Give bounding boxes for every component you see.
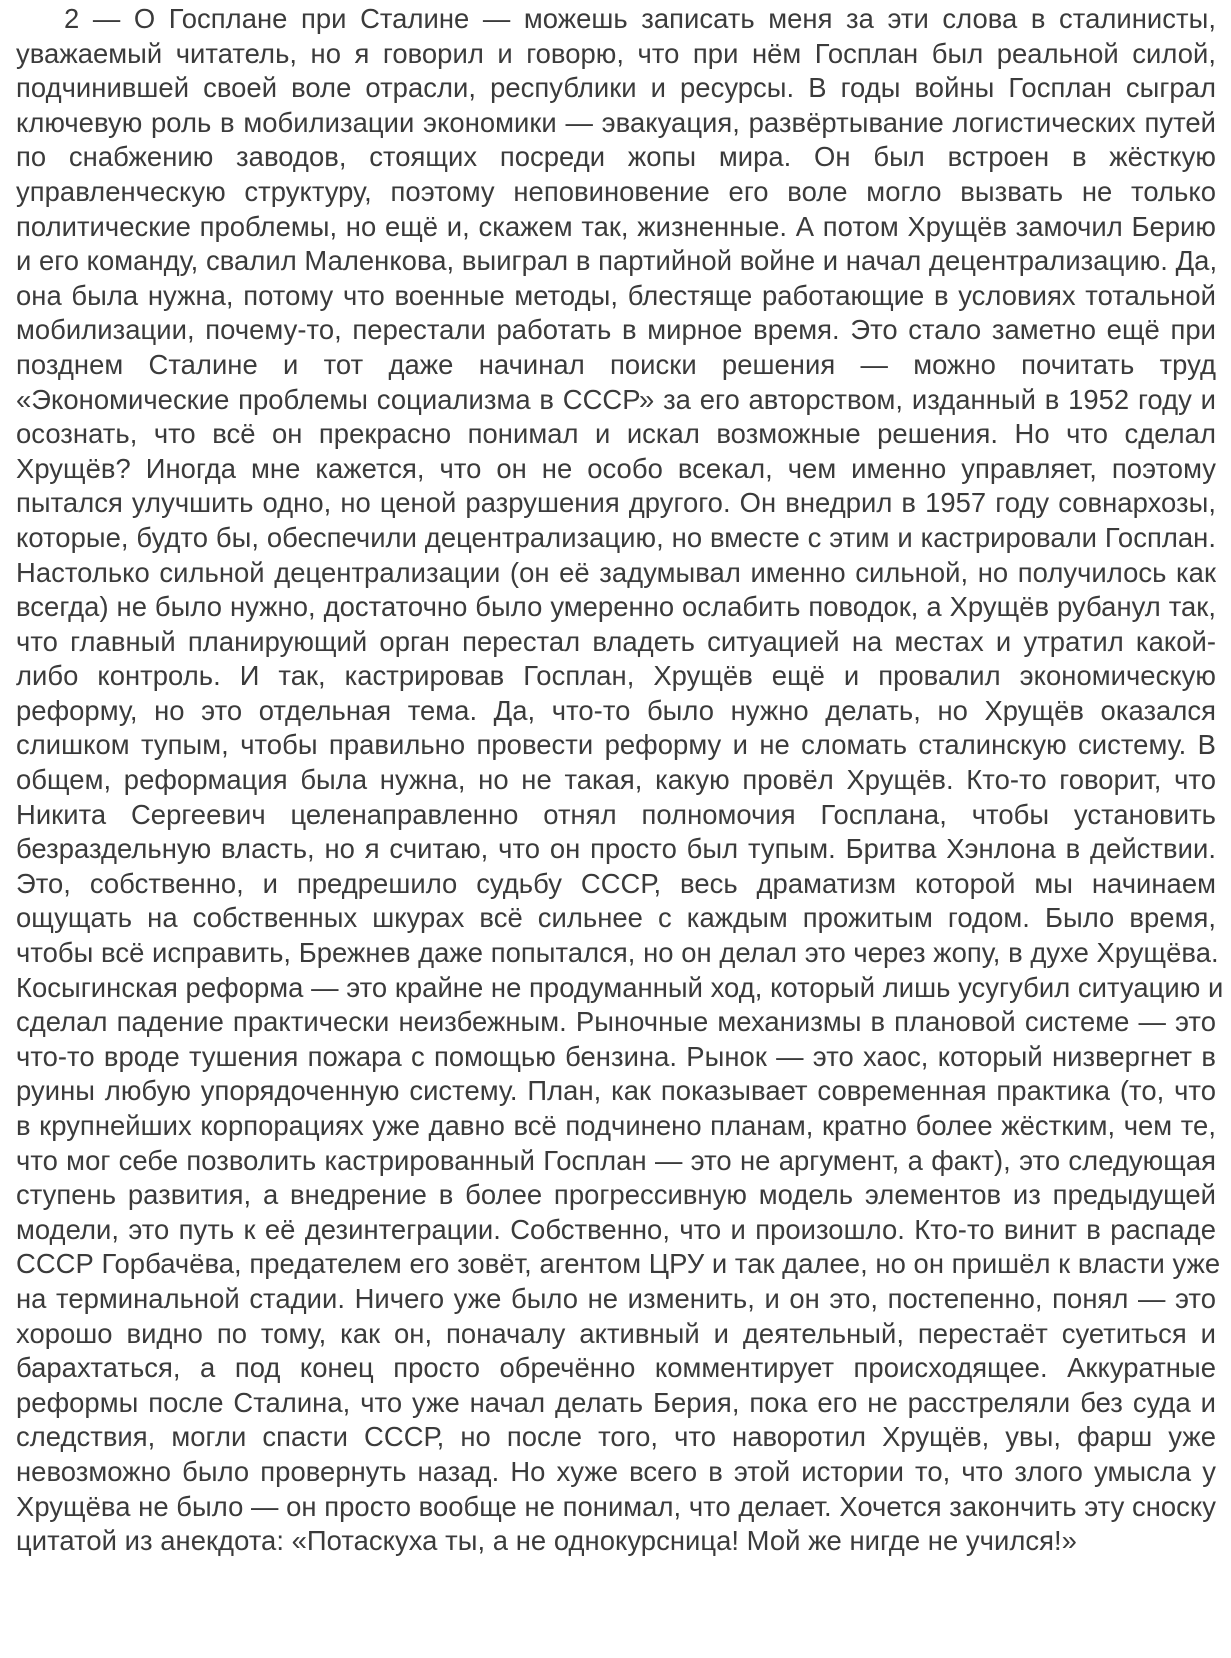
footnote-paragraph: [16, 2, 1224, 1559]
footnote-line: по снабжению заводов, стоящих посреди жопы мира. Он был встроен в жёсткую: [16, 141, 1216, 173]
footnote-line: реформу, но это отдельная тема. Да, что-то было нужно делать, но Хрущёв оказался: [16, 694, 1216, 726]
footnote-line: что мог себе позволить кастрированный Госплан — это не аргумент, а факт), это следующая: [16, 1144, 1216, 1176]
footnote-line: Хрущёв? Иногда мне кажется, что он не особо всекал, чем именно управляет, поэтому: [16, 452, 1216, 484]
footnote-line: всегда) не было нужно, достаточно было умеренно ослабить поводок, а Хрущёв рубанул так,: [16, 591, 1216, 623]
footnote-line: управленческую структуру, поэтому неповиновение его воле могло вызвать не только: [16, 175, 1216, 207]
footnote-line: безраздельную власть, но я считаю, что он просто был тупым. Бритва Хэнлона в действии.: [16, 833, 1216, 865]
footnote-line: СССР Горбачёва, предателем его зовёт, агентом ЦРУ и так далее, но он пришёл к власти уже: [16, 1248, 1221, 1280]
footnote-line: в крупнейших корпорациях уже давно всё подчинено планам, кратно более жёстким, чем те,: [16, 1110, 1216, 1141]
footnote-line: и его команду, свалил Маленкова, выиграл в партийной войне и начал децентрализацию. Да,: [16, 245, 1218, 277]
footnote-line: на терминальной стадии. Ничего уже было не изменить, и он это, постепенно, понял — это: [16, 1282, 1216, 1314]
footnote-line: подчинившей своей воле отрасли, республики и ресурсы. В годы войны Госплан сыграл: [16, 72, 1216, 104]
footnote-line: политические проблемы, но ещё и, скажем так, жизненные. А потом Хрущёв замочил Берию: [16, 210, 1216, 242]
footnote-line: ступень развития, а внедрение в более прогрессивную модель элементов из предыдущей: [16, 1179, 1216, 1211]
footnote-line: которые, будто бы, обеспечили децентрализацию, но вместе с этим и кастрировали Госплан.: [16, 521, 1216, 553]
footnote-line: общем, реформация была нужна, но не такая, какую провёл Хрущёв. Кто-то говорит, что: [16, 764, 1216, 796]
footnote-line: сделал падение практически неизбежным. Рыночные механизмы в плановой системе — это: [16, 1006, 1216, 1038]
footnote-line: пытался улучшить одно, но ценой разрушения другого. Он внедрил в 1957 году совнархозы,: [16, 487, 1216, 519]
footnote-line: следствия, могли спасти СССР, но после того, что наворотил Хрущёв, увы, фарш уже: [16, 1421, 1216, 1453]
footnote-line: Косыгинская реформа — это крайне не продуманный ход, который лишь усугубил ситуацию и: [16, 971, 1224, 1003]
footnote-line: ключевую роль в мобилизации экономики — эвакуация, развёртывание логистических путей: [16, 106, 1216, 138]
footnote-line: либо контроль. И так, кастрировав Госплан, Хрущёв ещё и провалил экономическую: [16, 660, 1216, 692]
footnote-line: осознать, что всё он прекрасно понимал и искал возможные решения. Но что сделал: [16, 418, 1216, 450]
footnote-line: реформы после Сталина, что уже начал делать Берия, пока его не расстреляли без суда и: [16, 1386, 1216, 1418]
footnote-line: уважаемый читатель, но я говорил и говорю, что при нём Госплан был реальной силой,: [16, 37, 1216, 69]
footnote-line: чтобы всё исправить, Брежнев даже попытался, но он делал это через жопу, в духе Хрущёва.: [16, 937, 1219, 969]
footnote-line: цитатой из анекдота: «Потаскуха ты, а не однокурсница! Мой же нигде не учился!»: [16, 1525, 1077, 1557]
footnote-line: 2 — О Госплане при Сталине — можешь записать меня за эти слова в сталинисты,: [64, 3, 1216, 34]
footnote-line: позднем Сталине и тот даже начинал поиски решения — можно почитать труд: [16, 348, 1216, 380]
footnote-line: «Экономические проблемы социализма в СССР» за его авторством, изданный в 1952 году и: [16, 383, 1216, 415]
footnote-line: Это, собственно, и предрешило судьбу СССР, весь драматизм которой мы начинаем: [16, 867, 1216, 899]
footnote-line: руины любую упорядоченную систему. План, как показывает современная практика (то, что: [16, 1075, 1216, 1107]
footnote-line: Никита Сергеевич целенаправленно отнял полномочия Госплана, чтобы установить: [16, 798, 1216, 830]
footnote-line: что-то вроде тушения пожара с помощью бензина. Рынок — это хаос, который низвергнет в: [16, 1040, 1216, 1072]
footnote-line: хорошо видно по тому, как он, поначалу активный и деятельный, перестаёт суетиться и: [16, 1317, 1216, 1349]
footnote-line: слишком тупым, чтобы правильно провести реформу и не сломать сталинскую систему. В: [16, 729, 1216, 761]
footnote-line: ощущать на собственных шкурах всё сильнее с каждым прожитым годом. Было время,: [16, 902, 1216, 934]
footnote-line: она была нужна, потому что военные методы, блестяще работающие в условиях тотальной: [16, 279, 1216, 311]
footnote-line: Хрущёва не было — он просто вообще не понимал, что делает. Хочется закончить эту сноску: [16, 1490, 1217, 1522]
footnote-line: барахтаться, а под конец просто обречённо комментирует происходящее. Аккуратные: [16, 1352, 1216, 1384]
footnote-line: мобилизации, почему-то, перестали работать в мирное время. Это стало заметно ещё при: [16, 314, 1216, 346]
footnote-line: Настолько сильной децентрализации (он её задумывал именно сильной, но получилось как: [16, 556, 1216, 588]
footnote-line: модели, это путь к её дезинтеграции. Собственно, что и произошло. Кто-то винит в распаде: [16, 1213, 1216, 1245]
footnote-line: невозможно было провернуть назад. Но хуже всего в этой истории то, что злого умысла у: [16, 1455, 1216, 1487]
footnote-line: что главный планирующий орган перестал владеть ситуацией на местах и утратил какой-: [16, 625, 1216, 657]
